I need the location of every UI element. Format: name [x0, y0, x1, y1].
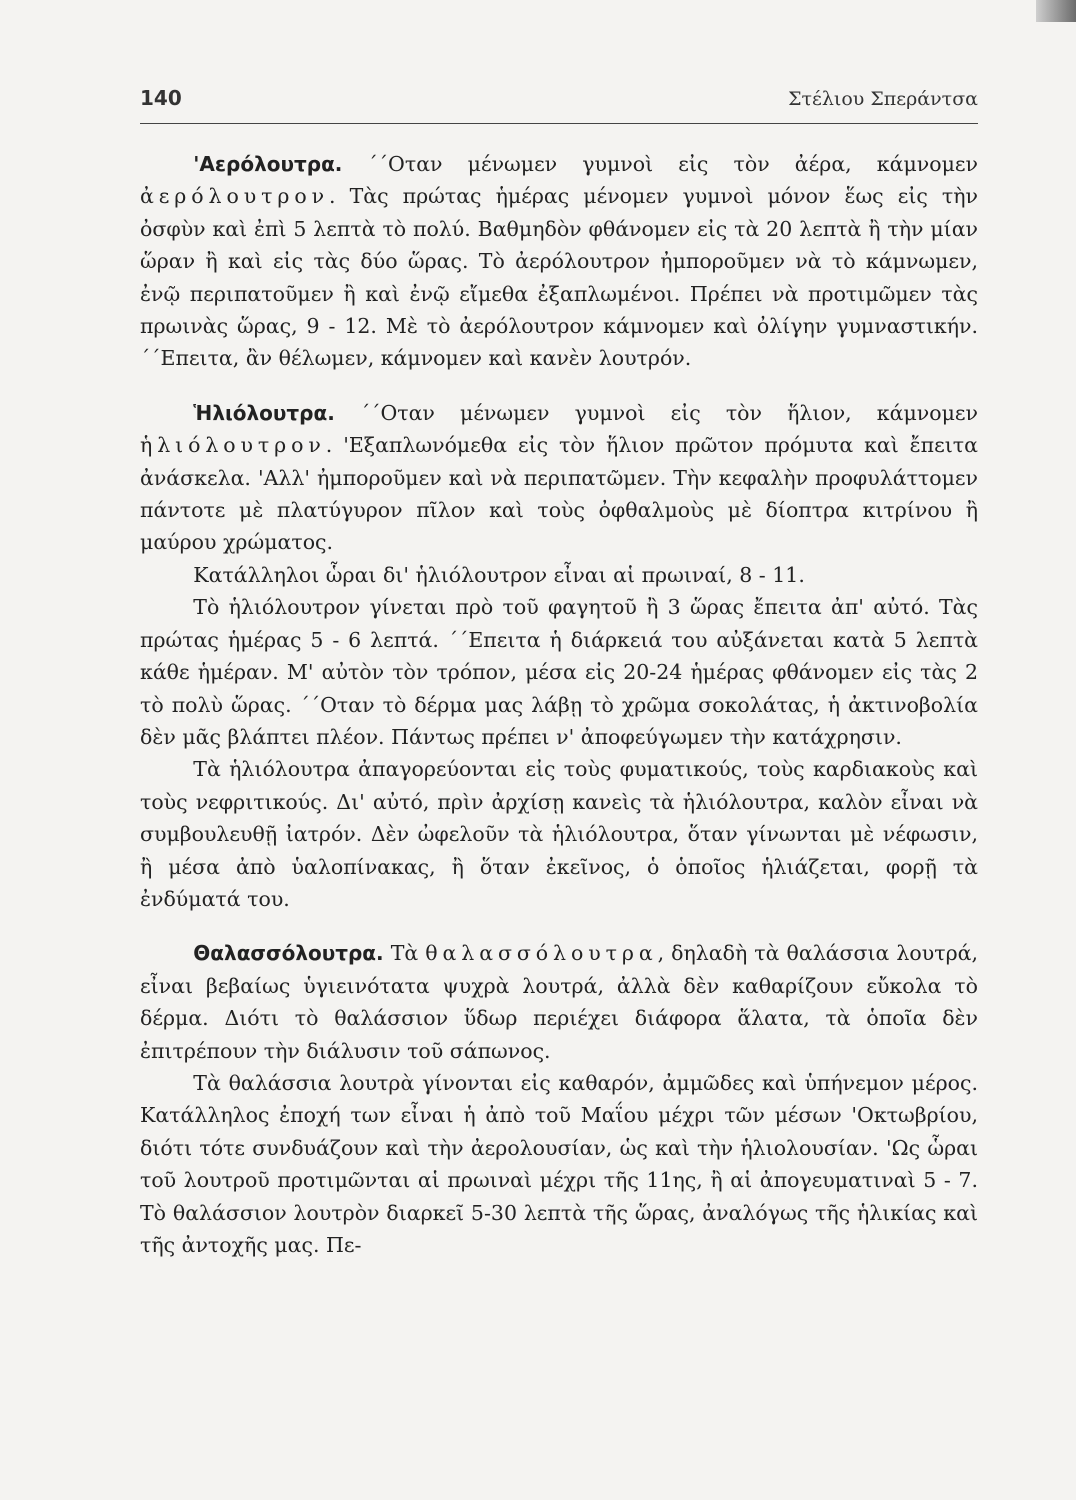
- section-sea-paragraph: [140, 937, 978, 1067]
- air-term: ἀερόλουτρον: [140, 184, 329, 209]
- air-text-b: . Τὰς πρώτας ἡμέρας μένομεν γυμνοὶ μόνον ἕως εἰς τὴν ὀσφὺν καὶ ἐπὶ 5 λεπτὰ τὸ πολύ. Βαθμηδὸν φθάνομεν εἰς τὰ 20 λεπτὰ ἢ τὴν μίαν ὥραν ἢ καὶ εἰς τὰς δύο ὥρας. Τὸ ἀερόλουτρον ἠμποροῦμεν νὰ τὸ κάμνωμεν, ἐνῷ περιπατοῦμεν ἢ καὶ ἐνῷ εἴμεθα ἐξαπλωμένοι. Πρέπει νὰ προτιμῶμεν τὰς πρωινὰς ὥρας, 9 - 12. Μὲ τὸ ἀερόλουτρον κάμνομεν καὶ ὀλίγην γυμναστικήν. ΄΄Επειτα, ἂν θέλωμεν, κάμνομεν καὶ κανὲν λουτρόν.: [140, 184, 978, 371]
- page-header: [140, 86, 978, 120]
- sea-paragraph-2: Τὰ θαλάσσια λουτρὰ γίνονται εἰς καθαρόν, ἀμμῶδες καὶ ὑπήνεμον μέρος. Κατάλληλος ἐποχή των εἶναι ἡ ἀπὸ τοῦ Μαΐου μέχρι τῶν μέσων 'Οκτωβρίου, διότι τότε συνδυάζουν καὶ τὴν ἀερολουσίαν, ὡς καὶ τὴν ἡλιολουσίαν. 'Ως ὧραι τοῦ λουτροῦ προτιμῶνται αἱ πρωιναὶ μέχρι τῆς 11ης, ἢ αἱ ἀπογευματιναὶ 5 - 7. Τὸ θαλάσσιον λουτρὸν διαρκεῖ 5-30 λεπτὰ τῆς ὥρας, ἀναλόγως τῆς ἡλικίας καὶ τῆς ἀντοχῆς μας. Πε-: [140, 1070, 978, 1257]
- section-title-air: 'Αερόλουτρα.: [193, 152, 343, 176]
- page-number: 140: [140, 86, 182, 110]
- sun-text-b: . 'Εξαπλωνόμεθα εἰς τὸν ἥλιον πρῶτον πρόμυτα καὶ ἔπειτα ἀνάσκελα. 'Αλλ' ἠμποροῦμεν καὶ νὰ περιπατῶμεν. Τὴν κεφαλὴν προφυλάττομεν πάντοτε μὲ πλατύγυρον πῖλον καὶ τοὺς ὀφθαλμοὺς μὲ δίοπτρα κιτρίνου ἢ μαύρου χρώματος.: [140, 433, 978, 555]
- page-edge-shadow: [1036, 0, 1076, 22]
- body-text: [140, 148, 978, 1261]
- sea-text-b: , δηλαδὴ τὰ θαλάσσια λουτρά, εἶναι βεβαίως ὑγιεινότατα ψυχρὰ λουτρά, ἀλλὰ δὲν καθαρίζουν εὔκολα τὸ δέρμα. Διότι τὸ θαλάσσιον ὕδωρ περιέχει διάφορα ἅλατα, τὰ ὁποῖα δὲν ἐπιτρέπουν τὴν διάλυσιν τοῦ σάπωνος.: [140, 941, 978, 1063]
- sun-paragraph-4: Τὰ ἡλιόλουτρα ἀπαγορεύονται εἰς τοὺς φυματικούς, τοὺς καρδιακοὺς καὶ τοὺς νεφριτικούς. Δι' αὐτό, πρὶν ἀρχίσῃ κανεὶς τὰ ἡλιόλουτρα, καλὸν εἶναι νὰ συμβουλευθῇ ἰατρόν. Δὲν ὠφελοῦν τὰ ἡλιόλουτρα, ὅταν γίνωνται μὲ νέφωσιν, ἢ μέσα ἀπὸ ὑαλοπίνακας, ἢ ὅταν ἐκεῖνος, ὁ ὁποῖος ἡλιάζεται, φορῇ τὰ ἐνδύματά του.: [140, 757, 978, 911]
- sun-term: ἡλιόλουτρον: [140, 433, 326, 458]
- section-air-paragraph: [140, 148, 978, 375]
- section-sun-paragraph: [140, 397, 978, 559]
- sun-text-a: ΄΄Οταν μένωμεν γυμνοὶ εἰς τὸν ἥλιον, κάμνομεν: [334, 400, 978, 425]
- sea-term: θαλασσόλουτρα: [425, 941, 658, 966]
- air-text-a: ΄΄Οταν μένωμεν γυμνοὶ εἰς τὸν ἀέρα, κάμνομεν: [342, 152, 978, 176]
- sea-text-a: Τὰ: [383, 941, 426, 966]
- header-rule: [140, 123, 978, 124]
- sun-paragraph-2: Κατάλληλοι ὧραι δι' ἡλιόλουτρον εἶναι αἱ πρωιναί, 8 - 11.: [193, 562, 805, 587]
- sun-paragraph-3: Τὸ ἡλιόλουτρον γίνεται πρὸ τοῦ φαγητοῦ ἢ 3 ὥρας ἔπειτα ἀπ' αὐτό. Τὰς πρώτας ἡμέρας 5 - 6 λεπτά. ΄΄Επειτα ἡ διάρκειά του αὐξάνεται κατὰ 5 λεπτὰ κάθε ἡμέραν. Μ' αὐτὸν τὸν τρόπον, μέσα εἰς 20-24 ἡμέρας φθάνομεν εἰς τὰς 2 τὸ πολὺ ὥρας. ΄΄Οταν τὸ δέρμα μας λάβῃ τὸ χρῶμα σοκολάτας, ἡ ἀκτινοβολία δὲν μᾶς βλάπτει πλέον. Πάντως πρέπει ν' ἀποφεύγωμεν τὴν κατάχρησιν.: [140, 595, 978, 749]
- section-title-sun: Ἡλιόλουτρα.: [193, 400, 335, 425]
- running-head: Στέλιου Σπεράντσα: [788, 88, 978, 110]
- section-title-sea: Θαλασσόλουτρα.: [193, 941, 384, 966]
